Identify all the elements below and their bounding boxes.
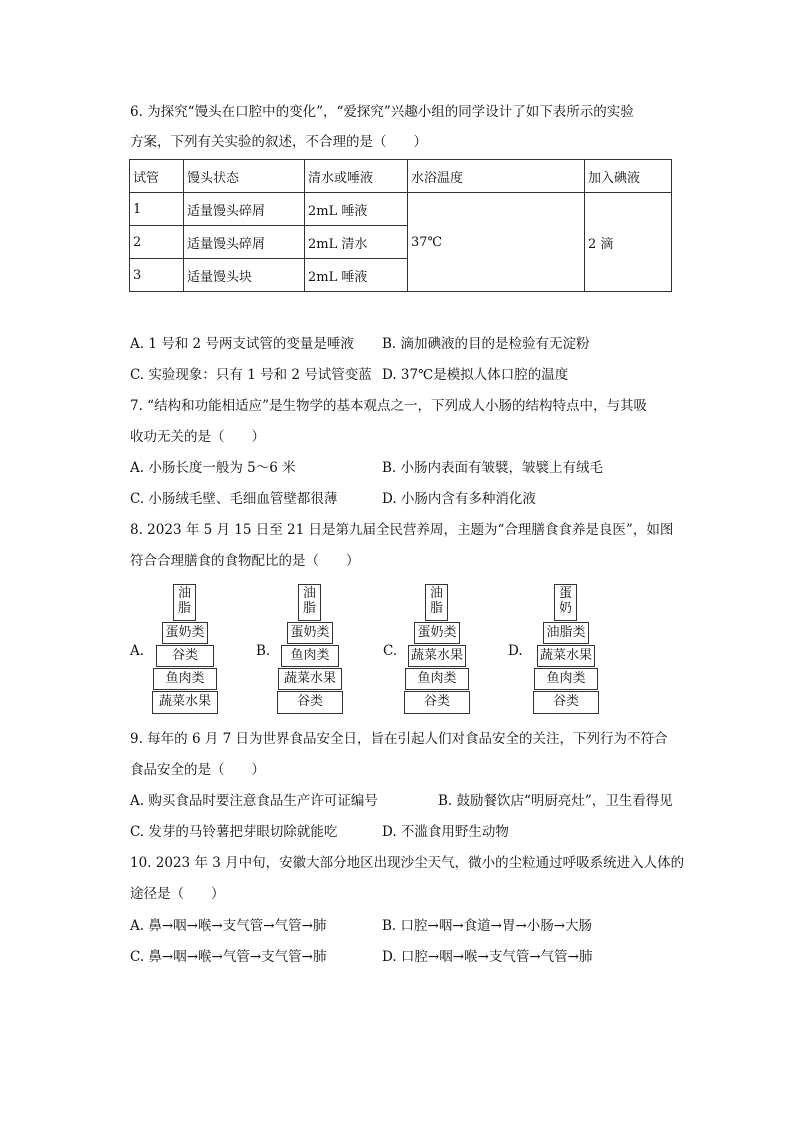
q9-stem-line1: 9. 每年的 6 月 7 日为世界食品安全日，旨在引起人们对食品安全的关注，下列行为不符合 (130, 731, 668, 747)
pyramid-top-char-2: 奶 (558, 601, 572, 616)
q10-option-b: B. 口腔→咽→食道→胃→小肠→大肠 (382, 918, 593, 934)
pyramid-top-char-2: 脂 (302, 601, 316, 616)
q8-stem-line1: 8. 2023 年 5 月 15 日至 21 日是第九届全民营养周，主题为“合理膳食食养是良医”，如图 (130, 522, 674, 538)
pyramid-layer-5: 蔬菜水果 (152, 691, 218, 714)
pyramid-layer-3: 谷类 (156, 645, 214, 667)
cell-bread-state: 适量馒头块 (184, 259, 305, 292)
pyramid-layer-3: 蔬菜水果 (408, 645, 466, 667)
pyramid-top-char-2: 脂 (177, 601, 191, 616)
pyramid-top-block (298, 584, 321, 621)
cell-water-saliva: 2mL 清水 (305, 226, 408, 259)
q6-option-c: C. 实验现象：只有 1 号和 2 号试管变蓝 (130, 367, 372, 383)
q8-stem-line2: 符合合理膳食的食物配比的是（ ） (130, 553, 360, 569)
pyramid-layer-4: 蔬菜水果 (278, 668, 342, 690)
cell-water-saliva: 2mL 唾液 (305, 193, 408, 226)
pyramid-a-letter: A. (130, 643, 145, 659)
q9-stem-line2: 食品安全的是（ ） (130, 762, 265, 778)
q6-stem-line1: 6. 为探究“馒头在口腔中的变化”，“爱探究”兴趣小组的同学设计了如下表所示的实验 (130, 104, 634, 120)
q10-stem-line1: 10. 2023 年 3 月中旬，安徽大部分地区出现沙尘天气，微小的尘粒通过呼吸系统进入人体的 (130, 855, 685, 871)
pyramid-layer-2: 蛋奶类 (287, 622, 333, 644)
q9-option-a: A. 购买食品时要注意食品生产许可证编号 (130, 793, 378, 809)
pyramid-layer-3: 蔬菜水果 (537, 645, 595, 667)
pyramid-layer-4: 鱼肉类 (405, 668, 469, 690)
cell-iodine: 2 滴 (585, 193, 672, 292)
q10-stem-line2: 途径是（ ） (130, 886, 225, 902)
q7-option-d: D. 小肠内含有多种消化液 (382, 491, 536, 507)
pyramid-layer-5: 谷类 (277, 691, 343, 714)
q7-stem-line2: 收功无关的是（ ） (130, 429, 265, 445)
header-bath-temp: 水浴温度 (408, 160, 585, 193)
pyramid-layer-5: 谷类 (533, 691, 599, 714)
q10-option-d: D. 口腔→咽→喉→支气管→气管→肺 (382, 949, 593, 965)
pyramid-top-block (173, 584, 196, 621)
pyramid-layer-2: 油脂类 (543, 622, 589, 644)
cell-water-saliva: 2mL 唾液 (305, 259, 408, 292)
header-bread-state: 馒头状态 (184, 160, 305, 193)
pyramid-top-block (425, 584, 448, 621)
pyramid-d-letter: D. (508, 643, 523, 659)
pyramid-layer-5: 谷类 (404, 691, 470, 714)
cell-bath-temp: 37℃ (408, 193, 585, 292)
q9-option-d: D. 不滥食用野生动物 (382, 824, 509, 840)
cell-tube: 2 (130, 226, 184, 259)
pyramid-top-char-1: 油 (177, 586, 191, 601)
header-tube: 试管 (130, 160, 184, 193)
cell-tube: 1 (130, 193, 184, 226)
q9-option-b: B. 鼓励餐饮店“明厨亮灶”，卫生看得见 (438, 793, 673, 809)
pyramid-c-letter: C. (383, 643, 398, 659)
q6-stem-line2: 方案，下列有关实验的叙述，不合理的是（ ） (130, 134, 427, 150)
pyramid-layer-3: 鱼肉类 (281, 645, 339, 667)
q7-option-b: B. 小肠内表面有皱襞，皱襞上有绒毛 (382, 460, 604, 476)
cell-tube: 3 (130, 259, 184, 292)
q6-option-d: D. 37℃是模拟人体口腔的温度 (382, 367, 569, 383)
q7-stem-line1: 7. “结构和功能相适应”是生物学的基本观点之一，下列成人小肠的结构特点中，与其吸 (130, 398, 647, 414)
cell-bread-state: 适量馒头碎屑 (184, 193, 305, 226)
pyramid-top-char-1: 蛋 (558, 586, 572, 601)
table-header-row (130, 160, 672, 193)
q7-option-c: C. 小肠绒毛壁、毛细血管壁都很薄 (130, 491, 338, 507)
header-water-saliva: 清水或唾液 (305, 160, 408, 193)
header-iodine: 加入碘液 (585, 160, 672, 193)
pyramid-layer-2: 蛋奶类 (162, 622, 208, 644)
cell-bread-state: 适量馒头碎屑 (184, 226, 305, 259)
pyramid-layer-4: 鱼肉类 (153, 668, 217, 690)
q6-option-a: A. 1 号和 2 号两支试管的变量是唾液 (130, 336, 354, 352)
q9-option-c: C. 发芽的马铃薯把芽眼切除就能吃 (130, 824, 338, 840)
pyramid-top-block (554, 584, 577, 621)
pyramid-layer-2: 蛋奶类 (414, 622, 460, 644)
table-row (130, 193, 672, 226)
q6-option-b: B. 滴加碘液的目的是检验有无淀粉 (382, 336, 590, 352)
pyramid-top-char-2: 脂 (429, 601, 443, 616)
q7-option-a: A. 小肠长度一般为 5～6 米 (130, 460, 296, 476)
pyramid-top-char-1: 油 (429, 586, 443, 601)
q10-option-a: A. 鼻→咽→喉→支气管→气管→肺 (130, 918, 327, 934)
experiment-table (129, 159, 672, 292)
pyramid-top-char-1: 油 (302, 586, 316, 601)
pyramid-layer-4: 鱼肉类 (534, 668, 598, 690)
q10-option-c: C. 鼻→咽→喉→气管→支气管→肺 (130, 949, 327, 965)
pyramid-b-letter: B. (256, 643, 271, 659)
